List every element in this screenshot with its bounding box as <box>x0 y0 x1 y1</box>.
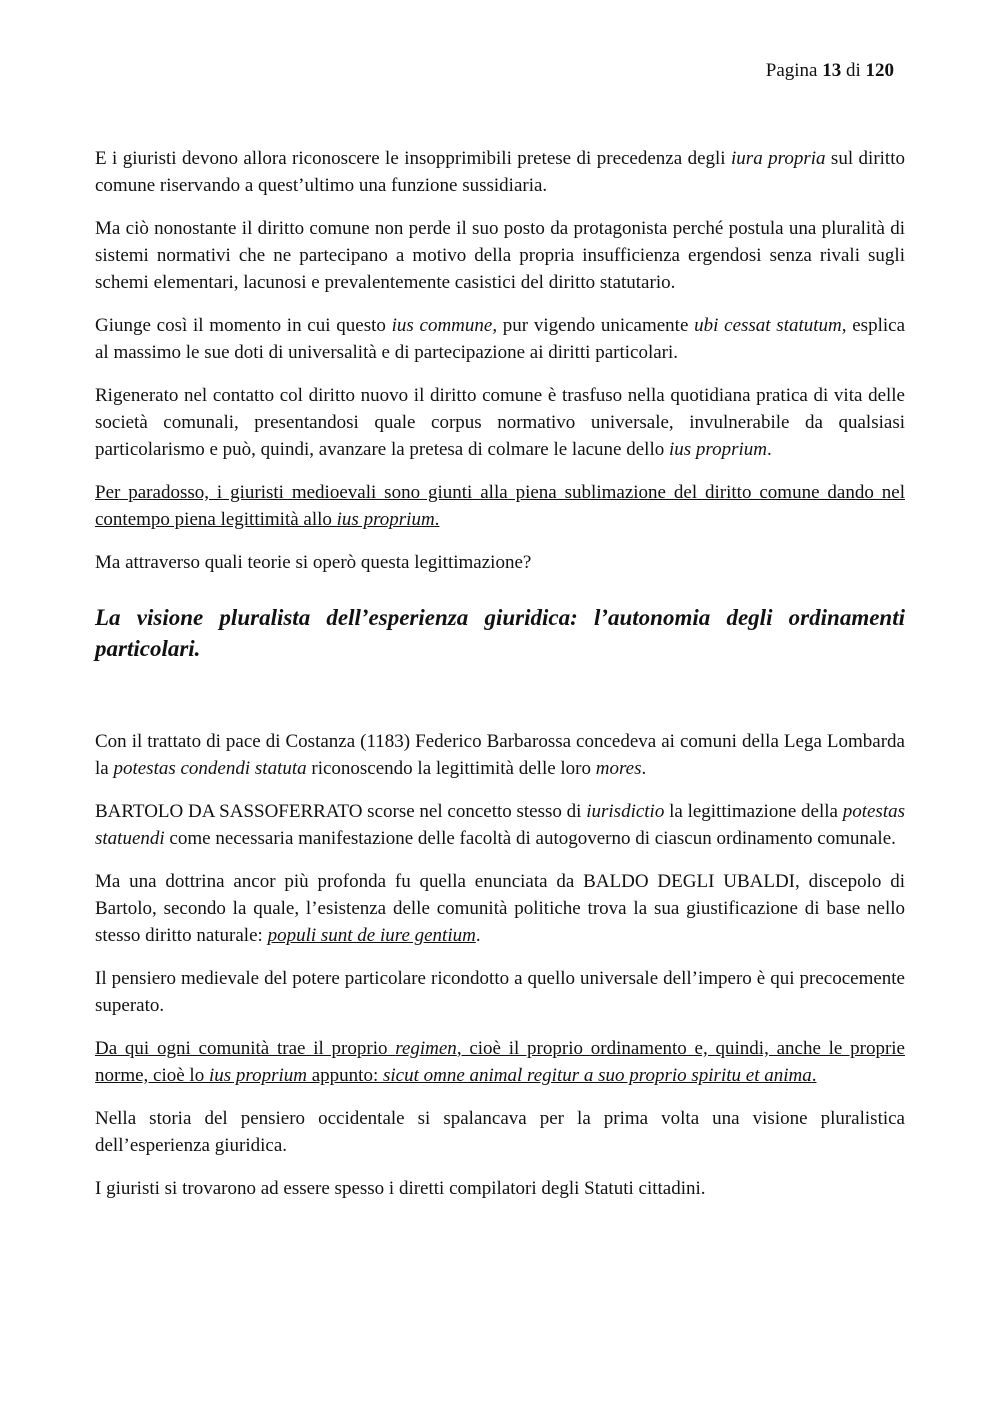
latin-maxim: sicut omne animal regitur a suo proprio spiritu et anima <box>382 1065 812 1086</box>
text: riconoscendo la legittimità delle loro <box>306 758 596 779</box>
latin-term: mores <box>595 758 642 779</box>
section-heading: La visione pluralista dell’esperienza giuridica: l’autonomia degli ordinamenti particolari. <box>95 605 905 661</box>
document-body <box>95 145 905 1218</box>
text: come necessaria manifestazione delle facoltà di autogoverno di ciascun ordinamento comunale. <box>164 828 896 849</box>
latin-term: ius commune <box>391 315 493 336</box>
latin-term: ius proprium <box>336 509 435 530</box>
latin-maxim: populi sunt de iure gentium <box>267 925 476 946</box>
text: E i giuristi devono allora riconoscere le insopprimibili pretese di precedenza degli <box>95 148 732 169</box>
paragraph-4 <box>95 382 905 463</box>
text: appunto: <box>306 1065 383 1086</box>
page-prefix: Pagina <box>765 60 818 81</box>
paragraph-13: I giuristi si trovarono ad essere spesso i diretti compilatori degli Statuti cittadini. <box>95 1178 706 1199</box>
text: , pur vigendo unicamente <box>492 315 695 336</box>
latin-term: potestas condendi statuta <box>113 758 307 779</box>
text: sul diritto comune riservando a quest’ultimo una funzione sussidiaria. <box>95 148 905 196</box>
page-number <box>766 60 894 82</box>
text: . <box>767 439 772 460</box>
text: Rigenerato nel contatto col diritto nuovo il diritto comune è trasfuso nella quotidiana pratica di vita delle società comunali, presentandosi quale corpus normativo universale, invulnerabile da qualsiasi particolarismo e può, quindi, avanzare la pretesa di colmare le lacune dello <box>95 385 905 460</box>
text: Da qui ogni comunità trae il proprio <box>95 1038 396 1059</box>
text: . <box>811 1065 817 1086</box>
latin-term: ius proprium <box>668 439 767 460</box>
text: , esplica al massimo le sue doti di universalità e di partecipazione ai diritti particolari. <box>95 315 906 363</box>
text: BARTOLO DA SASSOFERRATO scorse nel concetto stesso di <box>95 801 587 822</box>
paragraph-1 <box>95 145 905 199</box>
paragraph-11-underlined <box>95 1035 905 1089</box>
latin-term: iurisdictio <box>586 801 665 822</box>
paragraph-7 <box>95 728 905 782</box>
page-total: 120 <box>865 60 894 81</box>
latin-term: ubi cessat statutum <box>694 315 842 336</box>
text: Per paradosso, i giuristi medioevali sono giunti alla piena sublimazione del diritto comune dando nel contempo piena legittimità allo <box>95 482 905 530</box>
text: . <box>434 509 440 530</box>
paragraph-5-underlined <box>95 479 905 533</box>
paragraph-9 <box>95 868 905 949</box>
text: la legittimazione della <box>664 801 843 822</box>
text: , cioè il proprio ordinamento e, quindi, anche le proprie norme, cioè lo <box>95 1038 905 1086</box>
text: Con il trattato di pace di Costanza (1183) Federico Barbarossa concedeva ai comuni della Lega Lombarda la <box>95 731 905 779</box>
latin-term: ius proprium <box>208 1065 307 1086</box>
text: Giunge così il momento in cui questo <box>95 315 392 336</box>
paragraph-12: Nella storia del pensiero occidentale si spalancava per la prima volta una visione pluralistica dell’esperienza giuridica. <box>95 1108 905 1156</box>
text: . <box>641 758 647 779</box>
latin-term: regimen <box>395 1038 457 1059</box>
text: Ma una dottrina ancor più profonda fu quella enunciata da BALDO DEGLI UBALDI, discepolo di Bartolo, secondo la quale, l’esistenza delle comunità politiche trova la sua giustificazione di base nello stesso diritto naturale: <box>95 871 905 946</box>
text: . <box>475 925 481 946</box>
latin-term: potestas statuendi <box>95 801 905 849</box>
page-current: 13 <box>822 60 842 81</box>
page-sep: di <box>845 60 861 81</box>
latin-term: iura propria <box>731 148 826 169</box>
paragraph-3 <box>95 312 905 366</box>
paragraph-10: Il pensiero medievale del potere particolare ricondotto a quello universale dell’impero è qui precocemente superato. <box>95 968 905 1016</box>
paragraph-2: Ma ciò nonostante il diritto comune non perde il suo posto da protagonista perché postula una pluralità di sistemi normativi che ne partecipano a motivo della propria insufficienza ergendosi senza rivali sugli schemi elementari, lacunosi e prevalentemente casistici del diritto statutario. <box>95 218 905 293</box>
paragraph-8 <box>95 798 905 852</box>
paragraph-6: Ma attraverso quali teorie si operò questa legittimazione? <box>95 552 532 573</box>
